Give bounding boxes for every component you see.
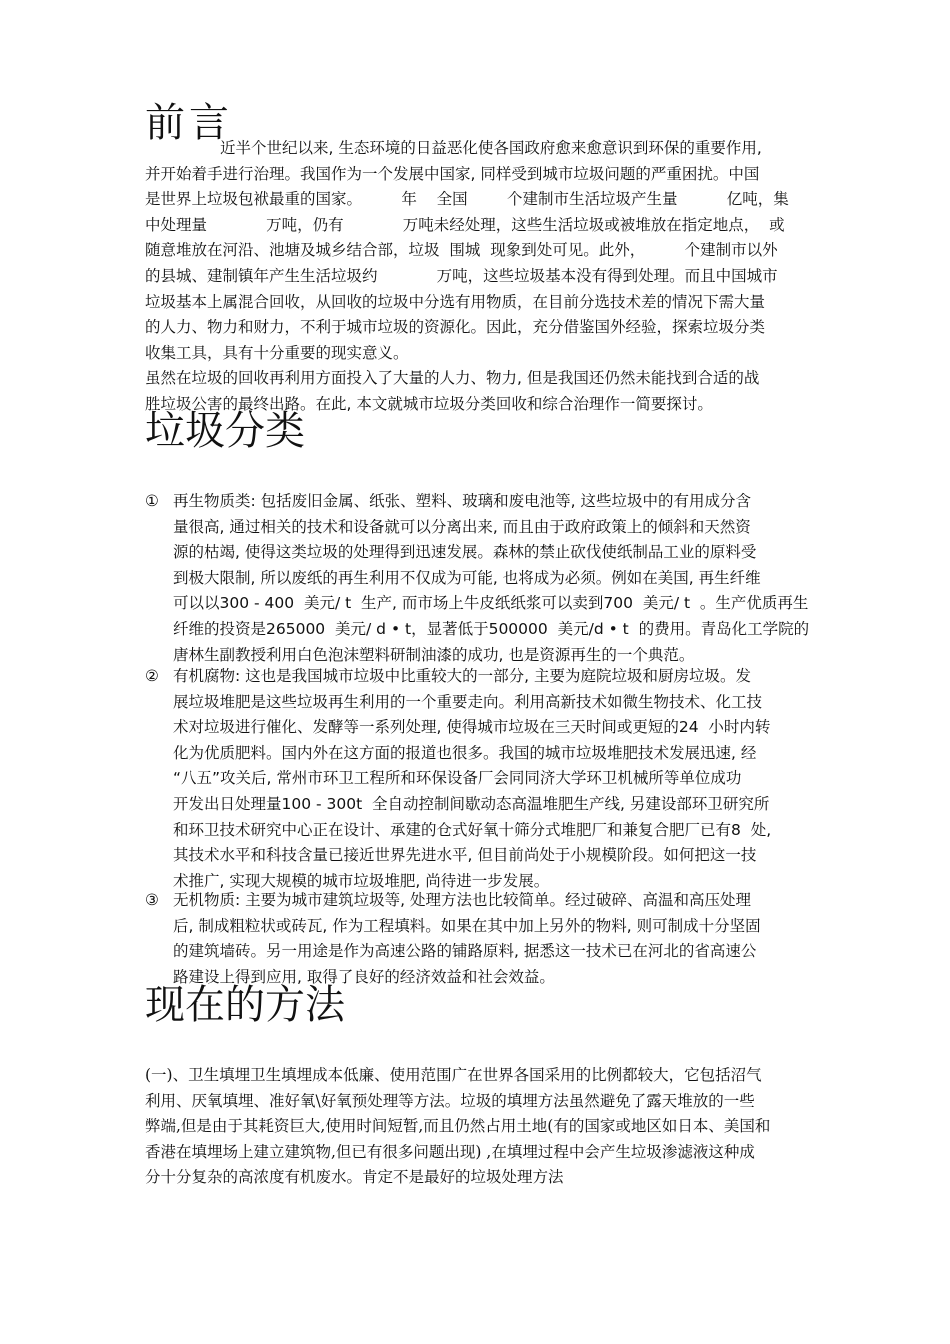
item-line: 术推广, 实现大规模的城市垃圾堆肥, 尚待进一步发展。: [173, 871, 550, 890]
item-line: 路建设上得到应用, 取得了良好的经济效益和社会效益。: [173, 967, 555, 986]
item-line: 再生物质类: 包括废旧金属、纸张、塑料、玻璃和废电池等, 这些垃圾中的有用成分含: [173, 492, 752, 510]
item-body: [173, 888, 813, 990]
preface-line: 虽然在垃圾的回收再利用方面投入了大量的人力、物力, 但是我国还仍然未能找到合适的战: [145, 369, 760, 388]
item-line: 可以以300 - 400 美元/ t 生产, 而市场上牛皮纸纸浆可以卖到700 美元/ t 。生产优质再生: [173, 594, 809, 613]
preface-heading: 前言: [145, 100, 233, 146]
item-line: 化为优质肥料。国内外在这方面的报道也很多。我国的城市垃圾堆肥技术发展迅速, 经: [173, 743, 757, 762]
item-line: 源的枯竭, 使得这类垃圾的处理得到迅速发展。森林的禁止砍伐使纸制品工业的原料受: [173, 543, 757, 562]
preface-line: 并开始着手进行治理。我国作为一个发展中国家, 同样受到城市垃圾问题的严重困扰。中国: [145, 164, 760, 183]
preface-line: 中处理量 万吨，仍有 万吨未经处理，这些生活垃圾或被堆放在指定地点， 或: [145, 215, 785, 234]
item-line: 纤维的投资是265000 美元/ d • t，显著低于500000 美元/d • t 的费用。青岛化工学院的: [173, 619, 810, 638]
methods-line: 香港在填埋场上建立建筑物,但已有很多问题出现) ,在填埋过程中会产生垃圾渗滤液这种成: [145, 1142, 755, 1161]
preface-line: 近半个世纪以来, 生态环境的日益恶化使各国政府愈来愈意识到环保的重要作用,: [220, 139, 762, 157]
preface-paragraph: [145, 136, 807, 418]
item-line: 的建筑墙砖。另一用途是作为高速公路的铺路原料, 据悉这一技术已在河北的省高速公: [173, 942, 757, 961]
item-line: 有机腐物: 这也是我国城市垃圾中比重较大的一部分, 主要为庭院垃圾和厨房垃圾。发: [173, 667, 752, 685]
preface-line: 随意堆放在河沿、池塘及城乡结合部，垃圾 围城 现象到处可见。此外， 个建制市以外: [145, 241, 778, 260]
preface-line: 的县城、建制镇年产生生活垃圾约 万吨，这些垃圾基本没有得到处理。而且中国城市: [145, 266, 778, 285]
item-line: 无机物质: 主要为城市建筑垃圾等, 处理方法也比较简单。经过破碎、高温和高压处理: [173, 891, 752, 909]
preface-line: 的人力、物力和财力，不利于城市垃圾的资源化。因此，充分借鉴国外经验，探索垃圾分类: [145, 318, 766, 337]
item-line: 后, 制成粗粒状或砖瓦, 作为工程填料。如果在其中加上另外的物料, 则可制成十分坚固: [173, 916, 761, 935]
methods-line: 利用、厌氧填埋、准好氧\好氧预处理等方法。垃圾的填埋方法虽然避免了露天堆放的一些: [145, 1091, 755, 1110]
item-body: [173, 489, 813, 668]
item-line: 展垃圾堆肥是这些垃圾再生利用的一个重要走向。利用高新技术如微生物技术、化工技: [173, 692, 763, 711]
methods-paragraph: [145, 1063, 807, 1191]
preface-line: 是世界上垃圾包袱最重的国家。 年 全国 个建制市生活垃圾产生量 亿吨，集: [145, 190, 789, 209]
item-line: “八五”攻关后, 常州市环卫工程所和环保设备厂会同同济大学环卫机械所等单位成功: [173, 769, 742, 788]
methods-heading: 现在的方法: [145, 982, 345, 1028]
item-line: 术对垃圾进行催化、发酵等一系列处理, 使得城市垃圾在三天时间或更短的24 小时内转: [173, 718, 771, 737]
item-line: 和环卫技术研究中心正在设计、承建的仓式好氧十筛分式堆肥厂和兼复合肥厂已有8 处,: [173, 820, 772, 839]
preface-line: 胜垃圾公害的最终出路。在此, 本文就城市垃圾分类回收和综合治理作一简要探讨。: [145, 394, 713, 413]
methods-line: 分十分复杂的高浓度有机废水。肯定不是最好的垃圾处理方法: [145, 1168, 564, 1187]
item-marker: ③: [145, 891, 159, 909]
item-line: 其技术水平和科技含量已接近世界先进水平, 但目前尚处于小规模阶段。如何把这一技: [173, 846, 757, 865]
classification-heading: 垃圾分类: [145, 408, 305, 454]
methods-line: 弊端,但是由于其耗资巨大,使用时间短暂,而且仍然占用土地(有的国家或地区如日本、美国和: [145, 1117, 771, 1136]
item-line: 量很高, 通过相关的技术和设备就可以分离出来, 而且由于政府政策上的倾斜和天然资: [173, 517, 751, 536]
preface-line: 收集工具，具有十分重要的现实意义。: [145, 343, 409, 362]
item-marker: ①: [145, 492, 159, 510]
item-line: 开发出日处理量100 - 300t 全自动控制间歇动态高温堆肥生产线, 另建设部环卫研究所: [173, 794, 770, 813]
item-marker: ②: [145, 667, 159, 685]
item-line: 唐林生副教授利用白色泡沫塑料研制油漆的成功, 也是资源再生的一个典范。: [173, 645, 695, 664]
item-line: 到极大限制, 所以废纸的再生利用不仅成为可能, 也将成为必须。例如在美国, 再生纤维: [173, 568, 761, 587]
preface-line: 垃圾基本上属混合回收，从回收的垃圾中分选有用物质，在目前分选技术差的情况下需大量: [145, 292, 766, 311]
methods-line: (一)、卫生填埋卫生填埋成本低廉、使用范围广在世界各国采用的比例都较大，它包括沼气: [145, 1066, 762, 1084]
item-body: [173, 664, 813, 894]
